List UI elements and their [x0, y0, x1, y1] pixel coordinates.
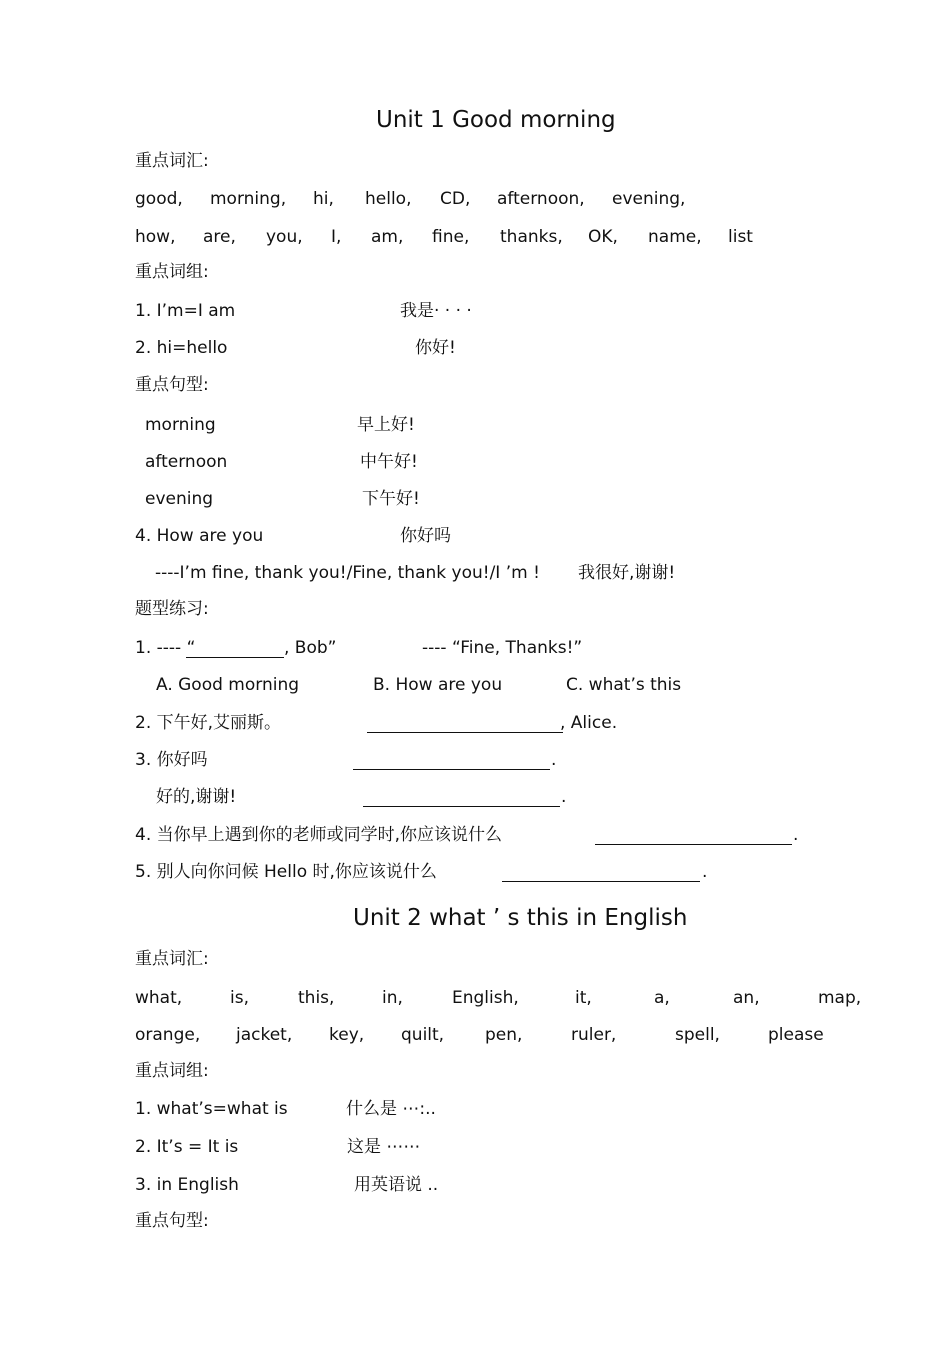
vocab-word: am,	[371, 227, 404, 247]
vocab-word: hi,	[313, 189, 334, 209]
unit1-vocab-heading: 重点词汇:	[135, 151, 209, 171]
vocab-word: what,	[135, 988, 183, 1008]
sentence-en: afternoon	[145, 452, 228, 472]
vocab-word: map,	[818, 988, 862, 1008]
vocab-word: name,	[648, 227, 702, 247]
exercise-5-question: 5. 别人向你问候 Hello 时,你应该说什么	[135, 862, 437, 882]
vocab-word: this,	[298, 988, 335, 1008]
vocab-word: OK,	[588, 227, 618, 247]
phrase-zh: 这是 ⋯⋯	[347, 1137, 421, 1157]
vocab-word: in,	[382, 988, 403, 1008]
exercise-4-question: 4. 当你早上遇到你的老师或同学时,你应该说什么	[135, 825, 503, 845]
exercise-5-tail: .	[702, 862, 708, 882]
reply-en: ----I’m fine, thank you!/Fine, thank you!/I ’m !	[155, 563, 540, 583]
unit2-title: Unit 2 what ’ s this in English	[353, 905, 688, 931]
vocab-word: is,	[230, 988, 249, 1008]
unit2-phrases-heading: 重点词组:	[135, 1061, 209, 1081]
vocab-word: evening,	[612, 189, 686, 209]
option-a: A. Good morning	[156, 675, 300, 695]
vocab-word: good,	[135, 189, 183, 209]
sentence-zh: 早上好!	[357, 415, 415, 435]
vocab-word: ruler,	[571, 1025, 617, 1045]
exercise-3-tail-2: .	[561, 787, 567, 807]
phrase-zh: 你好!	[415, 338, 456, 358]
sentence-en: morning	[145, 415, 216, 435]
vocab-word: I,	[331, 227, 342, 247]
exercise-3-tail: .	[551, 750, 557, 770]
phrase-zh: 我是· · · ·	[400, 301, 472, 321]
vocab-word: morning,	[210, 189, 287, 209]
vocab-word: English,	[452, 988, 519, 1008]
vocab-word: are,	[203, 227, 236, 247]
vocab-word: pen,	[485, 1025, 523, 1045]
exercise-2-question: 2. 下午好,艾丽斯。	[135, 713, 282, 733]
unit1-title: Unit 1 Good morning	[376, 107, 616, 133]
phrase-en: 1. what’s=what is	[135, 1099, 288, 1119]
phrase-zh: 什么是 ⋯:..	[346, 1099, 436, 1119]
answer-blank[interactable]	[367, 732, 563, 733]
answer-blank[interactable]	[595, 844, 792, 845]
option-b: B. How are you	[373, 675, 503, 695]
phrase-en: 1. I’m=I am	[135, 301, 236, 321]
unit1-phrases-heading: 重点词组:	[135, 262, 209, 282]
vocab-word: jacket,	[236, 1025, 293, 1045]
phrase-zh: 用英语说 ..	[354, 1175, 439, 1195]
phrase-en: 3. in English	[135, 1175, 239, 1195]
phrase-en: 2. It’s = It is	[135, 1137, 239, 1157]
sentence-zh: 下午好!	[362, 489, 420, 509]
vocab-word: CD,	[440, 189, 471, 209]
vocab-word: list	[728, 227, 753, 247]
vocab-word: hello,	[365, 189, 412, 209]
exercise-3-question: 3. 你好吗	[135, 750, 208, 770]
answer-blank[interactable]	[353, 769, 550, 770]
vocab-word: quilt,	[401, 1025, 445, 1045]
vocab-word: thanks,	[500, 227, 563, 247]
sentence-zh: 中午好!	[360, 452, 418, 472]
exercise-1-name: , Bob”	[284, 638, 337, 658]
exercise-1-number: 1. ---- “	[135, 638, 196, 658]
answer-blank[interactable]	[186, 657, 284, 658]
answer-blank[interactable]	[502, 881, 700, 882]
vocab-word: it,	[575, 988, 592, 1008]
exercise-4-tail: .	[793, 825, 799, 845]
exercise-2-tail: , Alice.	[560, 713, 618, 733]
reply-zh: 我很好,谢谢!	[578, 563, 676, 583]
vocab-word: how,	[135, 227, 176, 247]
sentence-en: 4. How are you	[135, 526, 264, 546]
vocab-word: you,	[266, 227, 303, 247]
exercise-3-question-2: 好的,谢谢!	[156, 787, 237, 807]
unit2-sentences-heading: 重点句型:	[135, 1211, 209, 1231]
answer-blank[interactable]	[363, 806, 560, 807]
vocab-word: please	[768, 1025, 824, 1045]
exercise-1-answer: ---- “Fine, Thanks!”	[422, 638, 583, 658]
sentence-en: evening	[145, 489, 214, 509]
vocab-word: orange,	[135, 1025, 201, 1045]
option-c: C. what’s this	[566, 675, 682, 695]
vocab-word: spell,	[675, 1025, 720, 1045]
vocab-word: key,	[329, 1025, 365, 1045]
phrase-en: 2. hi=hello	[135, 338, 228, 358]
vocab-word: a,	[654, 988, 670, 1008]
unit1-exercise-heading: 题型练习:	[135, 599, 209, 619]
vocab-word: afternoon,	[497, 189, 585, 209]
unit2-vocab-heading: 重点词汇:	[135, 949, 209, 969]
vocab-word: fine,	[432, 227, 470, 247]
vocab-word: an,	[733, 988, 760, 1008]
unit1-sentences-heading: 重点句型:	[135, 375, 209, 395]
sentence-zh: 你好吗	[400, 526, 451, 546]
